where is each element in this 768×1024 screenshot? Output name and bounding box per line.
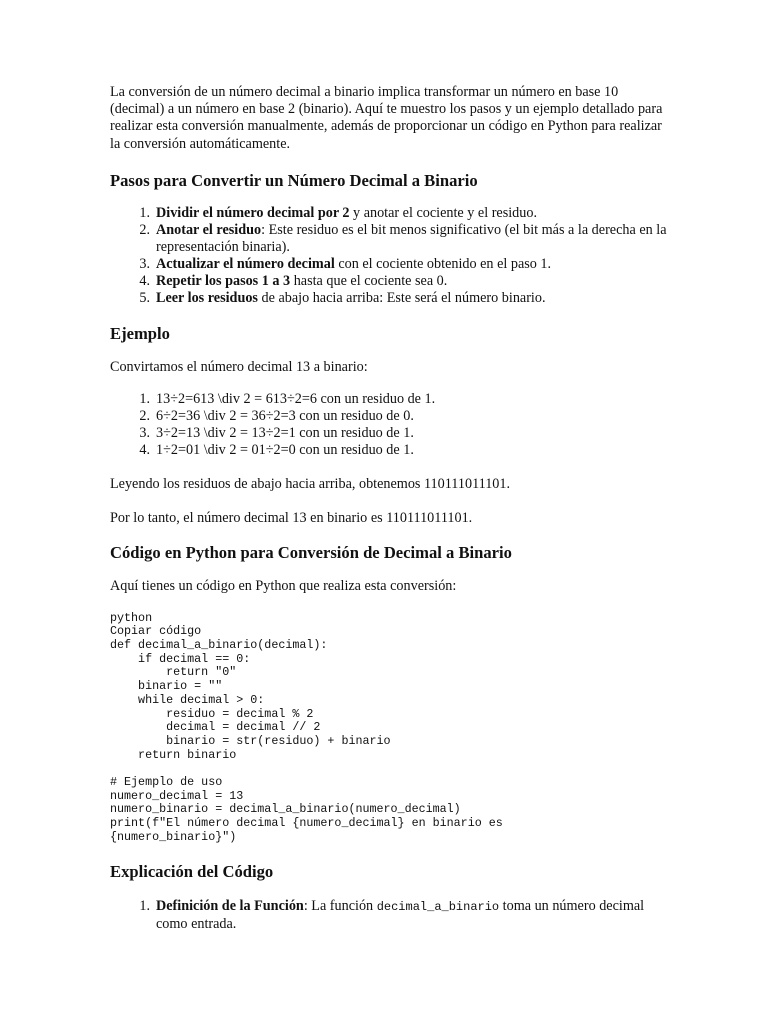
- example-step-text: 1÷2=01 \div 2 = 01÷2=0 con un residuo de 1.: [156, 442, 414, 459]
- list-item: [110, 256, 670, 273]
- list-number: 4.: [139, 442, 150, 459]
- example-step-text: 3÷2=13 \div 2 = 13÷2=1 con un residuo de 1.: [156, 425, 414, 442]
- steps-list: [110, 205, 670, 307]
- step-text: : Este residuo es el bit menos significativo (el bit más a la derecha en la representación binaria).: [156, 221, 667, 255]
- list-number: 2.: [139, 221, 150, 238]
- step-title: Repetir los pasos 1 a 3: [156, 272, 291, 289]
- step-text: con el cociente obtenido en el paso 1.: [334, 255, 552, 272]
- list-item: [110, 898, 670, 933]
- example-step-text: 6÷2=36 \div 2 = 36÷2=3 con un residuo de 0.: [156, 408, 414, 425]
- example-intro: Convirtamos el número decimal 13 a binario:: [110, 358, 368, 375]
- conclusion-paragraph: Por lo tanto, el número decimal 13 en binario es 110111011101.: [110, 510, 473, 527]
- list-item: [110, 408, 670, 425]
- steps-heading: Pasos para Convertir un Número Decimal a Binario: [110, 170, 478, 190]
- explanation-heading: Explicación del Código: [110, 861, 274, 881]
- explanation-text: : La función: [303, 897, 377, 914]
- list-item: [110, 442, 670, 459]
- list-number: 4.: [139, 272, 150, 289]
- intro-paragraph: La conversión de un número decimal a binario implica transformar un número en base 10 (decimal) a un número en base 2 (binario). Aquí te muestro los pasos y un ejemplo detallado para realizar esta conversión manualmente, además de proporcionar un código en Python para realizar la conversión automáticamente.: [110, 84, 663, 152]
- list-item: [110, 425, 670, 442]
- explanation-list: [110, 898, 670, 933]
- step-text: y anotar el cociente y el residuo.: [349, 204, 538, 221]
- list-item: [110, 273, 670, 290]
- explanation-text: toma un número decimal como entrada.: [156, 897, 645, 932]
- inline-code: decimal_a_binario: [376, 899, 500, 914]
- list-number: 2.: [139, 408, 150, 425]
- list-number: 3.: [139, 255, 150, 272]
- list-number: 1.: [139, 897, 150, 914]
- step-title: Dividir el número decimal por 2: [156, 204, 350, 221]
- step-title: Anotar el residuo: [156, 221, 262, 238]
- step-title: Leer los residuos: [156, 289, 258, 306]
- example-step-text: 13÷2=613 \div 2 = 613÷2=6 con un residuo de 1.: [156, 391, 436, 408]
- step-text: hasta que el cociente sea 0.: [290, 272, 448, 289]
- list-number: 3.: [139, 425, 150, 442]
- document-page: [110, 84, 670, 933]
- step-title: Actualizar el número decimal: [156, 255, 335, 272]
- example-heading: Ejemplo: [110, 323, 170, 343]
- list-number: 5.: [139, 289, 150, 306]
- list-item: [110, 222, 670, 256]
- list-item: [110, 205, 670, 222]
- list-item: [110, 391, 670, 408]
- code-intro: Aquí tienes un código en Python que realiza esta conversión:: [110, 578, 457, 595]
- code-heading: Código en Python para Conversión de Decimal a Binario: [110, 543, 512, 563]
- example-list: [110, 391, 670, 459]
- reading-paragraph: Leyendo los residuos de abajo hacia arriba, obtenemos 110111011101.: [110, 476, 511, 493]
- step-text: de abajo hacia arriba: Este será el número binario.: [257, 289, 546, 306]
- list-number: 1.: [139, 391, 150, 408]
- code-block: python Copiar código def decimal_a_binario(decimal): if decimal == 0: return "0" binario = "" while decimal > 0: residuo = decimal % 2 decimal = decimal // 2 binario = str(residuo) + binario return binario # Ejemplo de uso numero_decimal = 13 numero_binario = decimal_a_binario(numero_decimal) print(f"El número decimal {numero_decimal} en binario es {numero_binario}"): [110, 610, 503, 844]
- list-number: 1.: [139, 204, 150, 221]
- list-item: [110, 290, 670, 307]
- explanation-title: Definición de la Función: [156, 897, 304, 914]
